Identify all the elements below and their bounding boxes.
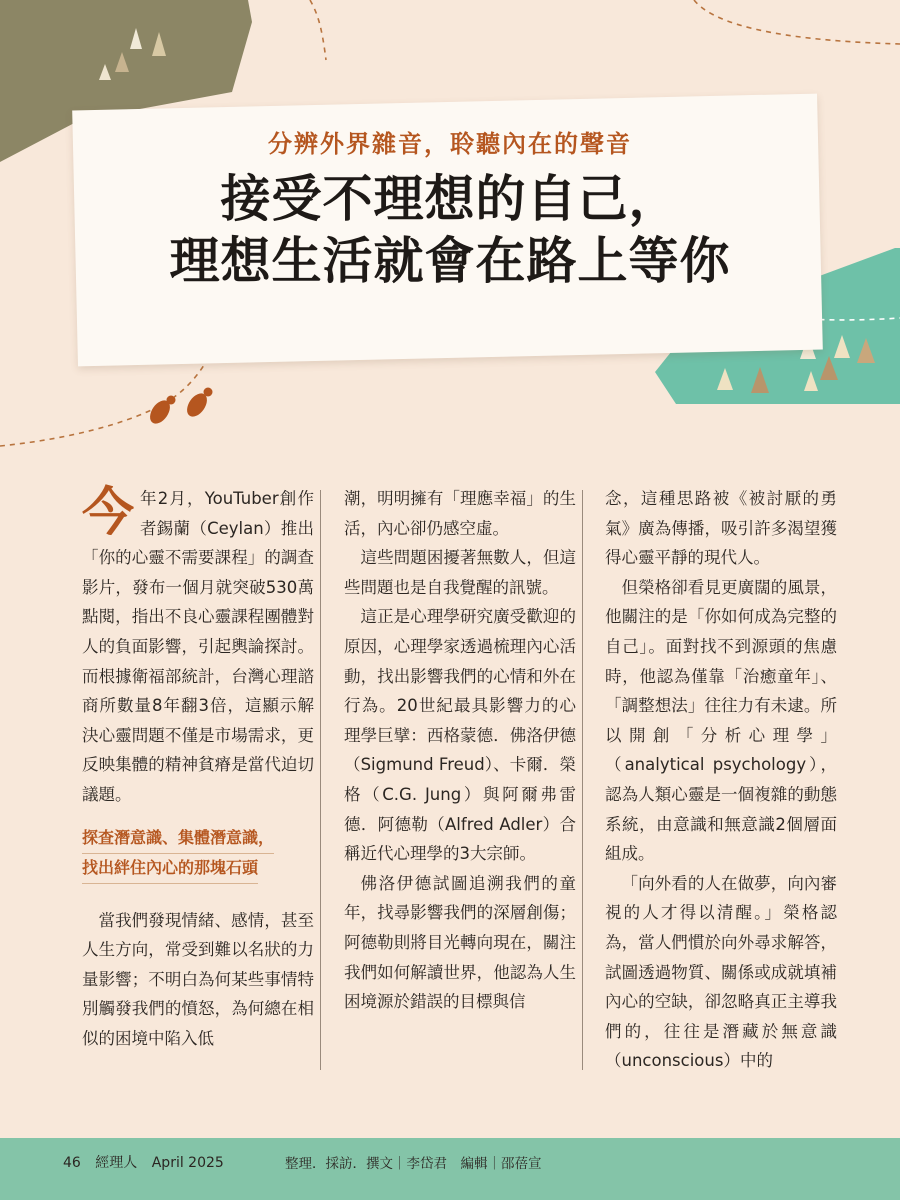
paragraph-text: 年2月，YouTuber創作者錫蘭（Ceylan）推出「你的心靈不需要課程」的調查影片，發布一個月就突破530萬點閱，指出不良心靈課程團體對人的負面影響，引起輿論探討。而根據衛福部統計，台灣心理諮商所數量8年翻3倍，這顯示解決心靈問題不僅是市場需求，更反映集體的精神貧瘠是當代迫切議題。	[82, 489, 314, 804]
column-divider	[320, 490, 321, 1070]
paragraph: 這正是心理學研究廣受歡迎的原因，心理學家透過梳理內心活動，找出影響我們的心情和外在行為。20世紀最具影響力的心理學巨擘：西格蒙德．佛洛伊德（Sigmund Freud）、卡爾．榮格（C.G. Jung）與阿爾弗雷德．阿德勒（Alfred Adler）合稱近代心理學的3大宗師。	[344, 607, 576, 864]
paragraph: 潮，明明擁有「理應幸福」的生活，內心卻仍感空虛。	[344, 489, 576, 538]
subheading-line-1: 探查潛意識、集體潛意識，	[82, 824, 274, 854]
headline-line-2: 理想生活就會在路上等你	[169, 232, 731, 290]
magazine-name: 經理人	[95, 1155, 138, 1171]
section-subheading	[82, 824, 314, 884]
paragraph	[82, 484, 314, 810]
dashed-path-decoration	[310, 0, 326, 60]
article-column-3	[605, 484, 837, 1084]
drop-cap: 今	[82, 484, 135, 543]
paragraph: 念，這種思路被《被討厭的勇氣》廣為傳播，吸引許多渴望獲得心靈平靜的現代人。	[605, 489, 837, 568]
paragraph: 這些問題困擾著無數人，但這些問題也是自我覺醒的訊號。	[344, 548, 576, 597]
article-column-2	[344, 484, 576, 1084]
issue-date: April 2025	[151, 1155, 224, 1171]
kicker-subtitle: 分辨外界雜音，聆聽內在的聲音	[268, 130, 632, 158]
paragraph: 「向外看的人在做夢，向內審視的人才得以清醒。」榮格認為，當人們慣於向外尋求解答，試圖透過物質、關係或成就填補內心的空缺，卻忽略真正主導我們的，往往是潛藏於無意識（unconscious）中的	[605, 873, 837, 1071]
dashed-path-decoration	[694, 0, 900, 44]
page-number: 46	[63, 1155, 81, 1171]
headline	[0, 168, 900, 292]
footprints-icon	[146, 388, 213, 428]
footer-credit: 整理．採訪．撰文｜李岱君 編輯｜邵蓓宣	[285, 1156, 542, 1172]
paragraph: 當我們發現情緒、感情，甚至人生方向，常受到難以名狀的力量影響；不明白為何某些事情特別觸發我們的憤怒，為何總在相似的困境中陷入低	[82, 910, 314, 1048]
column-divider	[582, 490, 583, 1070]
subheading-line-2: 找出絆住內心的那塊石頭	[82, 854, 258, 884]
article-column-1	[82, 484, 314, 1084]
headline-line-1: 接受不理想的自己，	[220, 170, 680, 228]
paragraph: 但榮格卻看見更廣闊的風景，他關注的是「你如何成為完整的自己」。面對找不到源頭的焦慮時，他認為僅靠「治癒童年」、「調整想法」往往力有未逮。所以開創「分析心理學」（analytical psychology），認為人類心靈是一個複雜的動態系統，由意識和無意識2個層面組成。	[605, 577, 837, 864]
footer-folio	[63, 1152, 234, 1172]
paragraph: 佛洛伊德試圖追溯我們的童年，找尋影響我們的深層創傷；阿德勒則將目光轉向現在，關注我們如何解讀世界，他認為人生困境源於錯誤的目標與信	[344, 873, 576, 1012]
